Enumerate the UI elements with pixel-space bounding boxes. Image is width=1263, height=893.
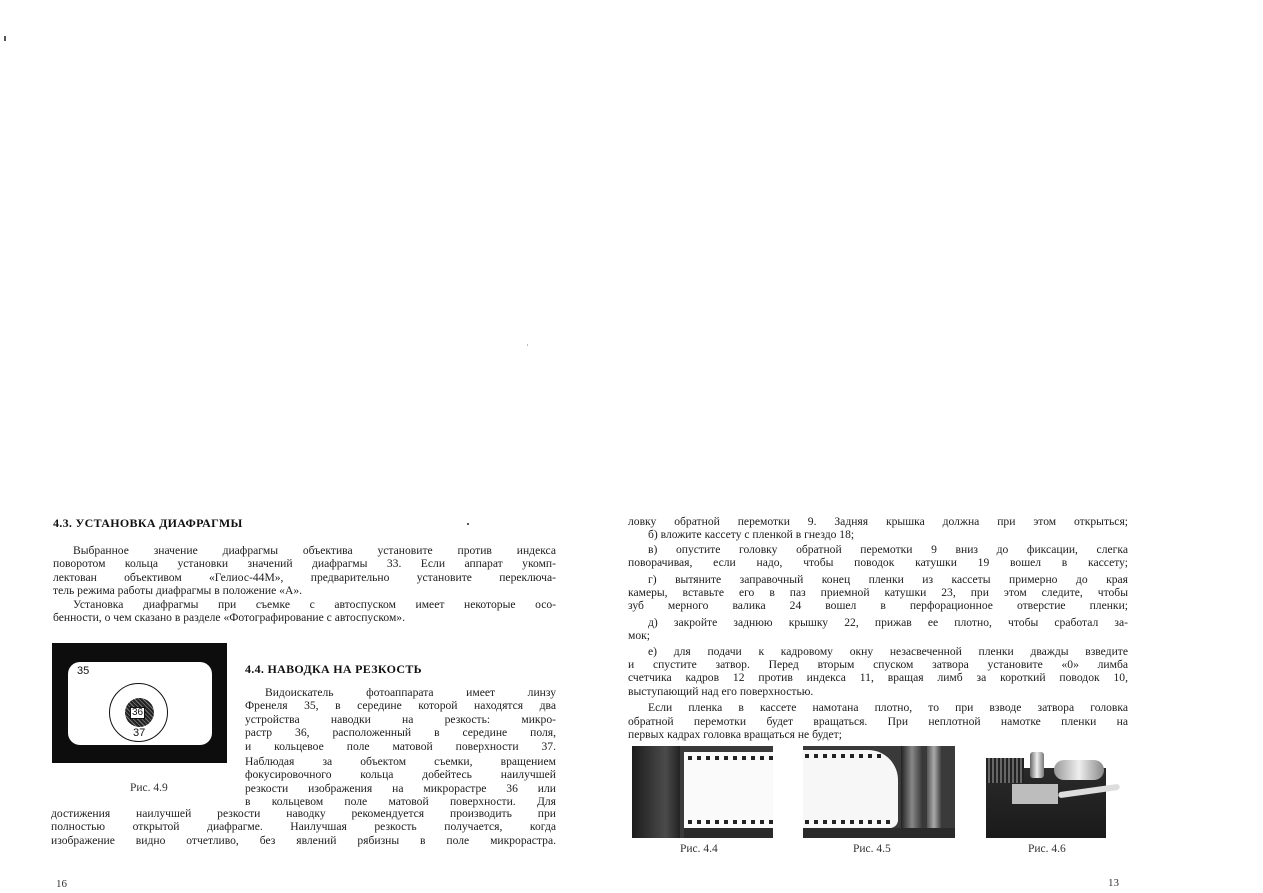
- figure-4-9-caption: Рис. 4.9: [130, 782, 168, 794]
- text-line: тель режима работы диафрагмы в положение «А».: [53, 584, 303, 598]
- section-heading-4-3: 4.3. УСТАНОВКА ДИАФРАГМЫ: [53, 516, 243, 530]
- text-line: ловку обратной перемотки 9. Задняя крышка должна при этом открыться;: [628, 515, 1128, 528]
- page-number-right: 13: [1108, 877, 1119, 889]
- section-4-4-body-narrow: [245, 686, 556, 809]
- text-line: и кольцевое поле матовой поверхности 37.: [245, 739, 556, 753]
- text-line: фокусировочного кольца добейтесь наилучшей: [245, 768, 556, 782]
- text-line: Если пленка в кассете намотана плотно, то при взводе затвора головка: [648, 701, 1128, 715]
- label-matte-ring-37: 37: [133, 727, 146, 739]
- text-line: изображение видно отчетливо, без явлений рябизны в поле микрорастра.: [51, 833, 556, 847]
- text-line: мок;: [628, 629, 650, 643]
- text-line: в) опустите головку обратной перемотки 9 вниз до фиксации, слегка: [648, 542, 1128, 556]
- figure-4-9-viewfinder-diagram: [52, 643, 227, 763]
- text-line: растр 36, расположенный в середине поля,: [245, 726, 556, 740]
- text-line: Наблюдая за объектом съемки, вращением: [245, 755, 556, 769]
- page-number-left: 16: [56, 878, 67, 890]
- figure-4-4-caption: Рис. 4.4: [680, 843, 718, 855]
- text-line: поворачивая, если надо, чтобы поводок катушки 19 вошел в кассету;: [628, 556, 1128, 570]
- figure-4-4-photo: [632, 746, 773, 838]
- label-microprism-36: 36: [132, 707, 144, 718]
- text-line: камеры, вставьте его в паз приемной катушки 23, при этом следите, чтобы: [628, 586, 1128, 600]
- text-line: обратной перемотки будет вращаться. При неплотной намотке пленки на: [628, 714, 1128, 728]
- text-line: лектован объективом «Гелиос-44М», предварительно установите переключа-: [53, 570, 556, 584]
- section-4-4-body-wide: [51, 807, 556, 847]
- text-line: полностью открытой диафрагме. Наилучшая резкость получается, когда: [51, 820, 556, 834]
- figure-4-5-caption: Рис. 4.5: [853, 843, 891, 855]
- text-line: счетчика кадров 12 против индекса 11, вращая лимб за короткий поводок 10,: [628, 671, 1128, 685]
- left-page: [0, 0, 620, 893]
- figure-4-6-photo: [986, 748, 1121, 838]
- figure-4-5-photo: [803, 746, 955, 838]
- text-line: г) вытяните заправочный конец пленки из кассеты примерно до края: [648, 572, 1128, 586]
- text-line: Френеля 35, в середине которой находятся два: [245, 699, 556, 713]
- right-page: [620, 0, 1263, 893]
- text-line: выступающий над его поверхностью.: [628, 684, 814, 698]
- label-fresnel-35: 35: [77, 665, 90, 677]
- text-line: е) для подачи к кадровому окну незасвеченной пленки дважды взведите: [648, 644, 1128, 658]
- text-line: резкости изображения на микрорастре 36 или: [245, 781, 556, 795]
- text-line: б) вложите кассету с пленкой в гнездо 18;: [648, 528, 855, 542]
- text-line: Видоискатель фотоаппарата имеет линзу: [265, 686, 556, 699]
- text-line: устройства наводки на резкость: микро-: [245, 712, 556, 726]
- section-heading-4-4: 4.4. НАВОДКА НА РЕЗКОСТЬ: [245, 662, 422, 676]
- text-line: Установка диафрагмы при съемке с автоспуском имеет некоторые осо-: [73, 597, 556, 611]
- text-line: бенности, о чем сказано в разделе «Фотографирование с автоспуском».: [53, 611, 406, 625]
- text-line: в кольцевом поле матовой поверхности. Для: [245, 795, 556, 809]
- text-line: первых кадрах головка вращаться не будет;: [628, 728, 842, 742]
- text-line: и спустите затвор. Перед вторым спуском затвора установите «0» лимба: [628, 658, 1128, 672]
- text-line: д) закройте заднюю крышку 22, прижав ее плотно, чтобы сработал за-: [648, 615, 1128, 629]
- text-line: Выбранное значение диафрагмы объектива установите против индекса: [73, 544, 556, 557]
- text-line: зуб мерного валика 24 вошел в перфорационное отверстие пленки;: [628, 599, 1128, 613]
- section-4-3-body: [53, 544, 556, 624]
- loading-instructions-body: [628, 515, 1128, 742]
- figure-4-6-caption: Рис. 4.6: [1028, 843, 1066, 855]
- text-line: достижения наилучшей резкости наводку рекомендуется производить при: [51, 807, 556, 820]
- text-line: поворотом кольца установки значений диафрагмы 33. Если аппарат укомп-: [53, 557, 556, 571]
